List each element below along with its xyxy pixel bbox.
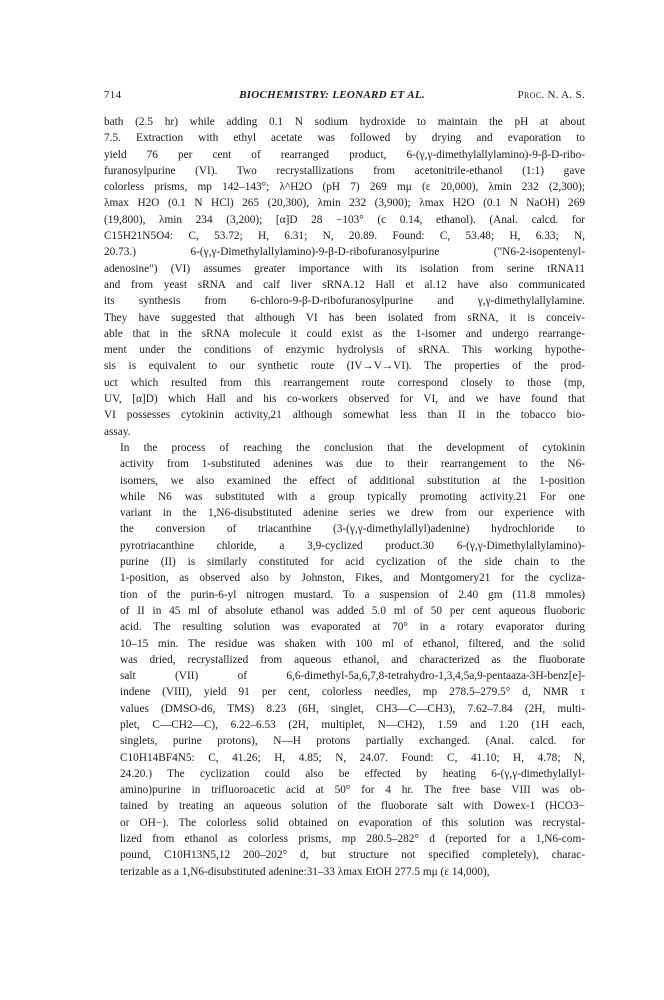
- text-line: plet, C—CH2—C), 6.22–6.53 (2H, multiplet, N—CH2), 1.59 and 1.20 (1H each,: [120, 718, 585, 731]
- journal-name: Proc. N. A. S.: [517, 89, 585, 101]
- text-line: its synthesis from 6-chloro-9-β-D-ribofuranosylpurine and γ,γ-dimethylallylamine.: [104, 295, 585, 308]
- text-line: VI possesses cytokinin activity,21 although somewhat less than II in the tobacco bio-: [104, 409, 585, 422]
- text-line: the conversion of triacanthine (3-(γ,γ-dimethylallyl)adenine) hydrochloride to: [120, 523, 585, 536]
- paragraph: [104, 114, 585, 440]
- text-line: terizable as a 1,N6-disubstituted adenine:31–33 λmax EtOH 277.5 mμ (ε 14,000),: [120, 865, 490, 878]
- text-line: λmax H2O (0.1 N HCl) 265 (20,300), λmin 232 (3,900); λmax H2O (0.1 N NaOH) 269: [104, 197, 585, 210]
- text-line: 20.73.) 6-(γ,γ-Dimethylallylamino)-9-β-D-ribofuranosylpurine ("N6-2-isopentenyl-: [104, 246, 585, 259]
- text-line: able that in the sRNA molecule it could exist as the 1-isomer and undergo rearrange-: [104, 327, 585, 340]
- text-line: isomers, we also examined the effect of additional substitution at the 1-position: [120, 474, 585, 487]
- body-text: [104, 114, 585, 880]
- running-title: BIOCHEMISTRY: LEONARD ET AL.: [239, 89, 425, 101]
- text-line: adenosine") (VI) assumes greater importance with its isolation from serine tRNA11: [104, 262, 585, 275]
- text-line: yield 76 per cent of rearranged product, 6-(γ,γ-dimethylallylamino)-9-β-D-ribo-: [104, 148, 585, 161]
- text-line: or OH−). The colorless solid obtained on evaporation of this solution was recrystal-: [120, 816, 585, 829]
- text-line: salt (VII) of 6,6-dimethyl-5a,6,7,8-tetrahydro-1,3,4,5a,9-pentaaza-3H-benz[e]-: [120, 670, 585, 683]
- page-number: 714: [104, 89, 122, 101]
- text-line: and from yeast sRNA and calf liver sRNA.12 Hall et al.12 have also communicated: [104, 278, 585, 291]
- text-line: (19,800), λmin 234 (3,200); [α]D 28 −103° (c 0.14, ethanol). (Anal. calcd. for: [104, 213, 585, 226]
- text-line: 7.5. Extraction with ethyl acetate was followed by drying and evaporation to: [104, 132, 585, 145]
- text-line: They have suggested that although VI has been isolated from sRNA, it is conceiv-: [104, 311, 585, 324]
- text-line: In the process of reaching the conclusion that the development of cytokinin: [120, 441, 585, 454]
- text-line: indene (VIII), yield 91 per cent, colorless needles, mp 278.5–279.5° d, NMR τ: [120, 686, 585, 699]
- text-line: pyrotriacanthine chloride, a 3,9-cyclized product.30 6-(γ,γ-Dimethylallylamino)-: [120, 539, 585, 552]
- text-line: C15H21N5O4: C, 53.72; H, 6.31; N, 20.89. Found: C, 53.48; H, 6.33; N,: [104, 230, 585, 243]
- text-line: C10H14BF4N5: C, 41.26; H, 4.85; N, 24.07. Found: C, 41.10; H, 4.78; N,: [120, 751, 585, 764]
- text-line: ment under the conditions of enzymic hydrolysis of sRNA. This working hypothe-: [104, 344, 585, 357]
- text-line: acid. The resulting solution was evaporated at 70° in a rotary evaporator during: [120, 621, 585, 634]
- text-line: sis is equivalent to our synthetic route (IV→V→VI). The properties of the prod-: [104, 360, 585, 373]
- text-line: bath (2.5 hr) while adding 0.1 N sodium hydroxide to maintain the pH at about: [104, 116, 585, 128]
- text-line: values (DMSO-d6, TMS) 8.23 (6H, singlet, CH3—C—CH3), 7.62–7.84 (2H, multi-: [120, 702, 585, 715]
- text-line: variant in the 1,N6-disubstituted adenine series we drew from our experience with: [120, 507, 585, 520]
- text-line: 1-position, as observed also by Johnston, Fikes, and Montgomery21 for the cycliza-: [120, 572, 585, 585]
- text-line: amino)purine in trifluoroacetic acid at 50° for 4 hr. The free base VIII was ob-: [120, 784, 585, 797]
- text-line: colorless prisms, mp 142–143°; λ^H2O (pH 7) 269 mμ (ε 20,000), λmin 232 (2,300);: [104, 181, 585, 194]
- text-line: was dried, recrystallized from aqueous ethanol, and characterized as the fluoborate: [120, 653, 585, 666]
- paragraph: [104, 440, 585, 880]
- text-line: tained by treating an aqueous solution of the fluoborate salt with Dowex-1 (HCO3−: [120, 800, 585, 813]
- text-line: of II in 45 ml of absolute ethanol was added 5.0 ml of 50 per cent aqueous fluoboric: [120, 604, 585, 617]
- text-line: 10–15 min. The residue was shaken with 100 ml of ethanol, filtered, and the solid: [120, 637, 585, 650]
- text-line: while N6 was substituted with a group typically promoting activity.21 For one: [120, 490, 585, 503]
- text-line: assay.: [104, 425, 131, 438]
- text-line: lized from ethanol as colorless prisms, mp 280.5–282° d (reported for a 1,N6-com-: [120, 833, 585, 846]
- text-line: purine (II) is similarly constituted for acid cyclization of the side chain to the: [120, 556, 585, 569]
- text-line: UV, [α]D) which Hall and his co-workers observed for VI, and we have found that: [104, 393, 585, 406]
- text-line: singlets, purine protons), N—H protons partially exchanged. (Anal. calcd. for: [120, 735, 585, 748]
- text-line: furanosylpurine (VI). Two recrystallizations from acetonitrile-ethanol (1:1) gave: [104, 164, 585, 177]
- text-line: pound, C10H13N5,12 200–202° d, but structure not specified completely), charac-: [120, 849, 585, 862]
- text-line: tion of the purin-6-yl nitrogen mustard. To a suspension of 2.40 gm (11.8 mmoles): [120, 588, 585, 601]
- text-line: 24.20.) The cyclization could also be effected by heating 6-(γ,γ-dimethylallyl-: [120, 767, 585, 780]
- text-line: activity from 1-substituted adenines was due to their rearrangement to the N6-: [120, 458, 585, 471]
- text-line: uct which resulted from this rearrangement route correspond closely to those (mp,: [104, 376, 585, 389]
